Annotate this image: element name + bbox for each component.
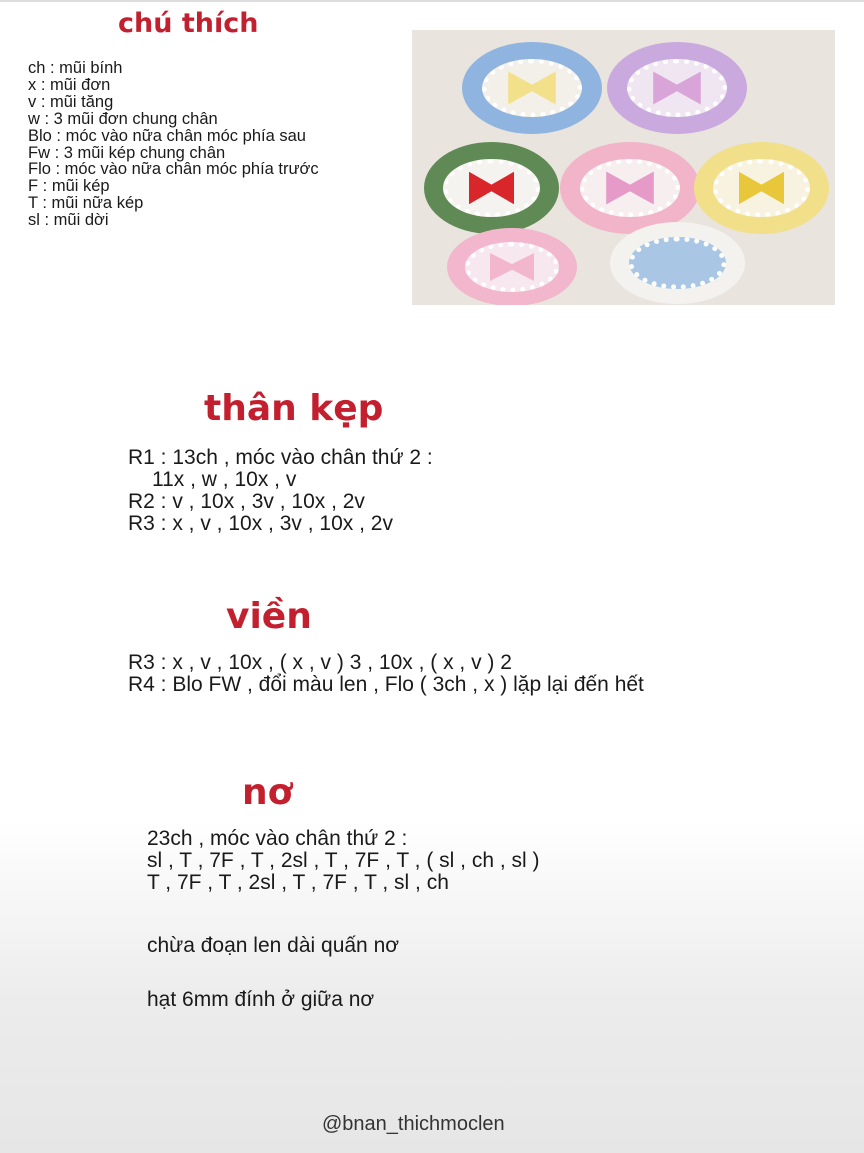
crochet-clip [694, 142, 829, 234]
body-title: thân kẹp [204, 388, 384, 429]
instruction-line: T , 7F , T , 2sl , T , 7F , T , sl , ch [147, 871, 449, 894]
legend-item: Blo : móc vào nữa chân móc phía sau [28, 126, 306, 145]
legend-item: v : mũi tăng [28, 92, 114, 111]
border-title: viền [226, 596, 312, 637]
bow-note-yarn: chừa đoạn len dài quấn nơ [147, 934, 400, 957]
legend-item: ch : mũi bính [28, 59, 123, 77]
instruction-line: R4 : Blo FW , đổi màu len , Flo ( 3ch , x ) lặp lại đến hết [128, 673, 644, 696]
top-divider [0, 0, 864, 2]
instruction-line: sl , T , 7F , T , 2sl , T , 7F , T , ( sl , ch , sl ) [147, 849, 540, 872]
instruction-line: R3 : x , v , 10x , 3v , 10x , 2v [128, 512, 393, 535]
body-instructions [128, 447, 433, 535]
instruction-line: R1 : 13ch , móc vào chân thứ 2 : [128, 446, 433, 469]
legend-item: Flo : móc vào nữa chân móc phía trước [28, 160, 319, 179]
legend-item: F : mũi kép [28, 177, 110, 196]
instruction-line: R2 : v , 10x , 3v , 10x , 2v [128, 490, 365, 513]
crochet-clip [447, 228, 577, 305]
crochet-clip [610, 222, 745, 304]
crochet-clip [424, 142, 559, 234]
instruction-line: 11x , w , 10x , v [152, 468, 297, 491]
instruction-line: 23ch , móc vào chân thứ 2 : [147, 827, 408, 850]
border-instructions [128, 652, 644, 696]
legend-item: sl : mũi dời [28, 211, 109, 230]
legend-item: w : 3 mũi đơn chung chân [28, 109, 218, 128]
legend-list [28, 60, 319, 229]
legend-item: Fw : 3 mũi kép chung chân [28, 143, 226, 162]
bow-title: nơ [242, 772, 293, 813]
crochet-clip [462, 42, 602, 134]
bow-instructions [147, 828, 540, 894]
legend-item: T : mũi nữa kép [28, 194, 144, 213]
crochet-clips-photo [412, 30, 835, 305]
crochet-clip [560, 142, 700, 234]
author-handle: @bnan_thichmoclen [322, 1113, 505, 1135]
legend-item: x : mũi đơn [28, 75, 111, 94]
legend-title: chú thích [118, 8, 259, 39]
bow-note-bead: hạt 6mm đính ở giữa nơ [147, 988, 375, 1011]
crochet-clip [607, 42, 747, 134]
instruction-line: R3 : x , v , 10x , ( x , v ) 3 , 10x , ( x , v ) 2 [128, 651, 512, 674]
